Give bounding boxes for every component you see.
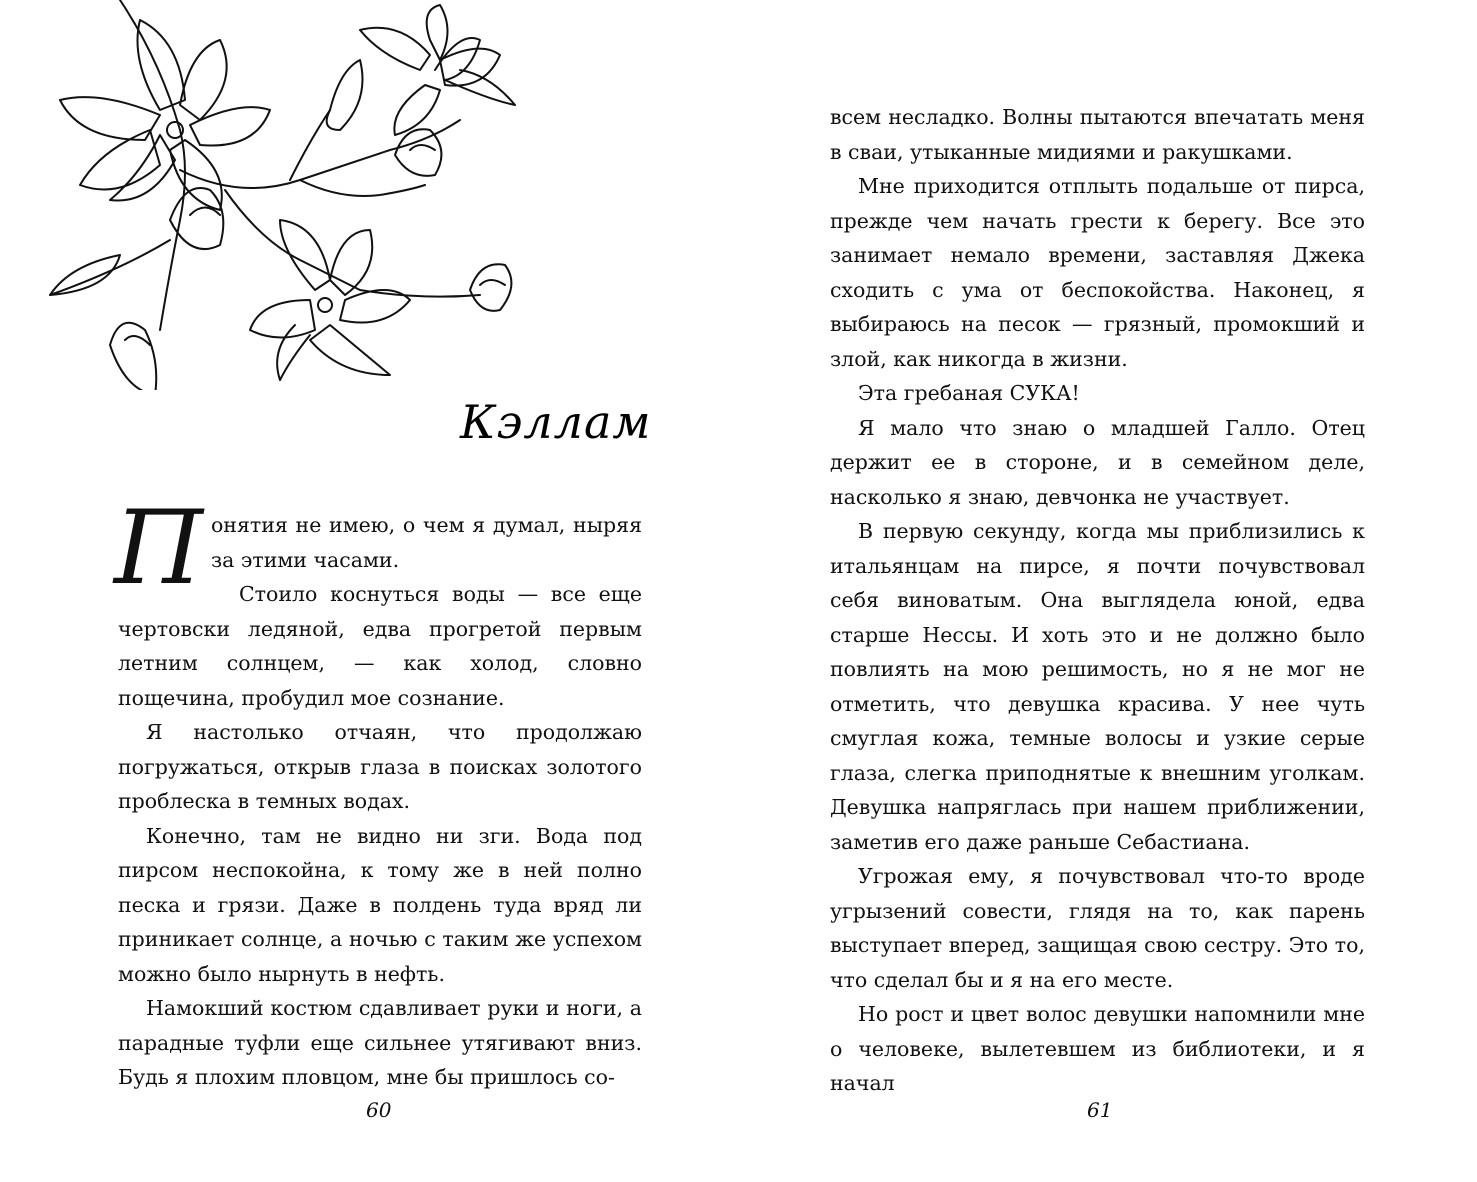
paragraph: всем несладко. Волны пытаются впечатать меня в сваи, утыканные мидиями и ракушками. [830,105,1365,164]
paragraph: Но рост и цвет волос девушки напомнили мне о человеке, вылетевшем из библиотеки, и я начал [830,1002,1365,1095]
paragraph: Намокший костюм сдавливает руки и ноги, а парадные туфли еще сильнее утягивают вниз. Будь я плохим пловцом, мне бы пришлось со- [118,996,642,1089]
left-page-text [114,489,642,1095]
right-page-text [830,100,1365,1101]
paragraph-text: онятия не имею, о чем я думал, ныряя за этими часами. [210,513,642,572]
paragraph [114,489,642,608]
paragraph: Угрожая ему, я почувствовал что-то вроде угрызений совести, глядя на то, как парень выступает вперед, защищая свою сестру. Это то, что сделал бы и я на его месте. [830,864,1365,992]
page-number: 61 [1087,1098,1113,1122]
paragraph: Стоило коснуться воды — все еще чертовски ледяной, едва прогретой первым летним солнцем, — как холод, словно пощечина, пробудил мое сознание. [118,582,642,710]
paragraph: Я мало что знаю о младшей Галло. Отец держит ее в стороне, и в семейном деле, насколько я знаю, девчонка не участвует. [830,415,1365,509]
magnolia-flowers-illustration [40,0,540,390]
paragraph: В первую секунду, когда мы приблизились к итальянцам на пирсе, я почти почувствовал себя виноватым. Она выглядела юной, едва старше Нессы. И хоть это и не должно было повлиять на мою решимость, но я не мог не отметить, что девушка красива. У нее чуть смуглая кожа, темные волосы и узкие серые глаза, слегка приподнятые к внешним уголкам. Девушка напряглась при нашем приближении, заметив его даже раньше Себастиана. [830,519,1365,854]
drop-cap: П [114,489,203,608]
paragraph: Эта гребаная СУКА! [858,381,1080,405]
left-page [0,0,738,1182]
page-number: 60 [366,1098,392,1122]
paragraph: Я настолько отчаян, что продолжаю погружаться, открыв глаза в поисках золотого проблеска в темных водах. [118,720,642,813]
paragraph: Мне приходится отплыть подальше от пирса, прежде чем начать грести к берегу. Все это занимает немало времени, заставляя Джека сходить с ума от беспокойства. Наконец, я выбираюсь на песок — грязный, промокший и злой, как никогда в жизни. [830,174,1365,371]
paragraph: Конечно, там не видно ни зги. Вода под пирсом неспокойна, к тому же в ней полно песка и грязи. Даже в полдень туда вряд ли приникает солнце, а ночью с таким же успехом можно было нырнуть в нефть. [118,823,642,986]
right-page [738,0,1477,1182]
chapter-title: Кэллам [460,395,652,449]
